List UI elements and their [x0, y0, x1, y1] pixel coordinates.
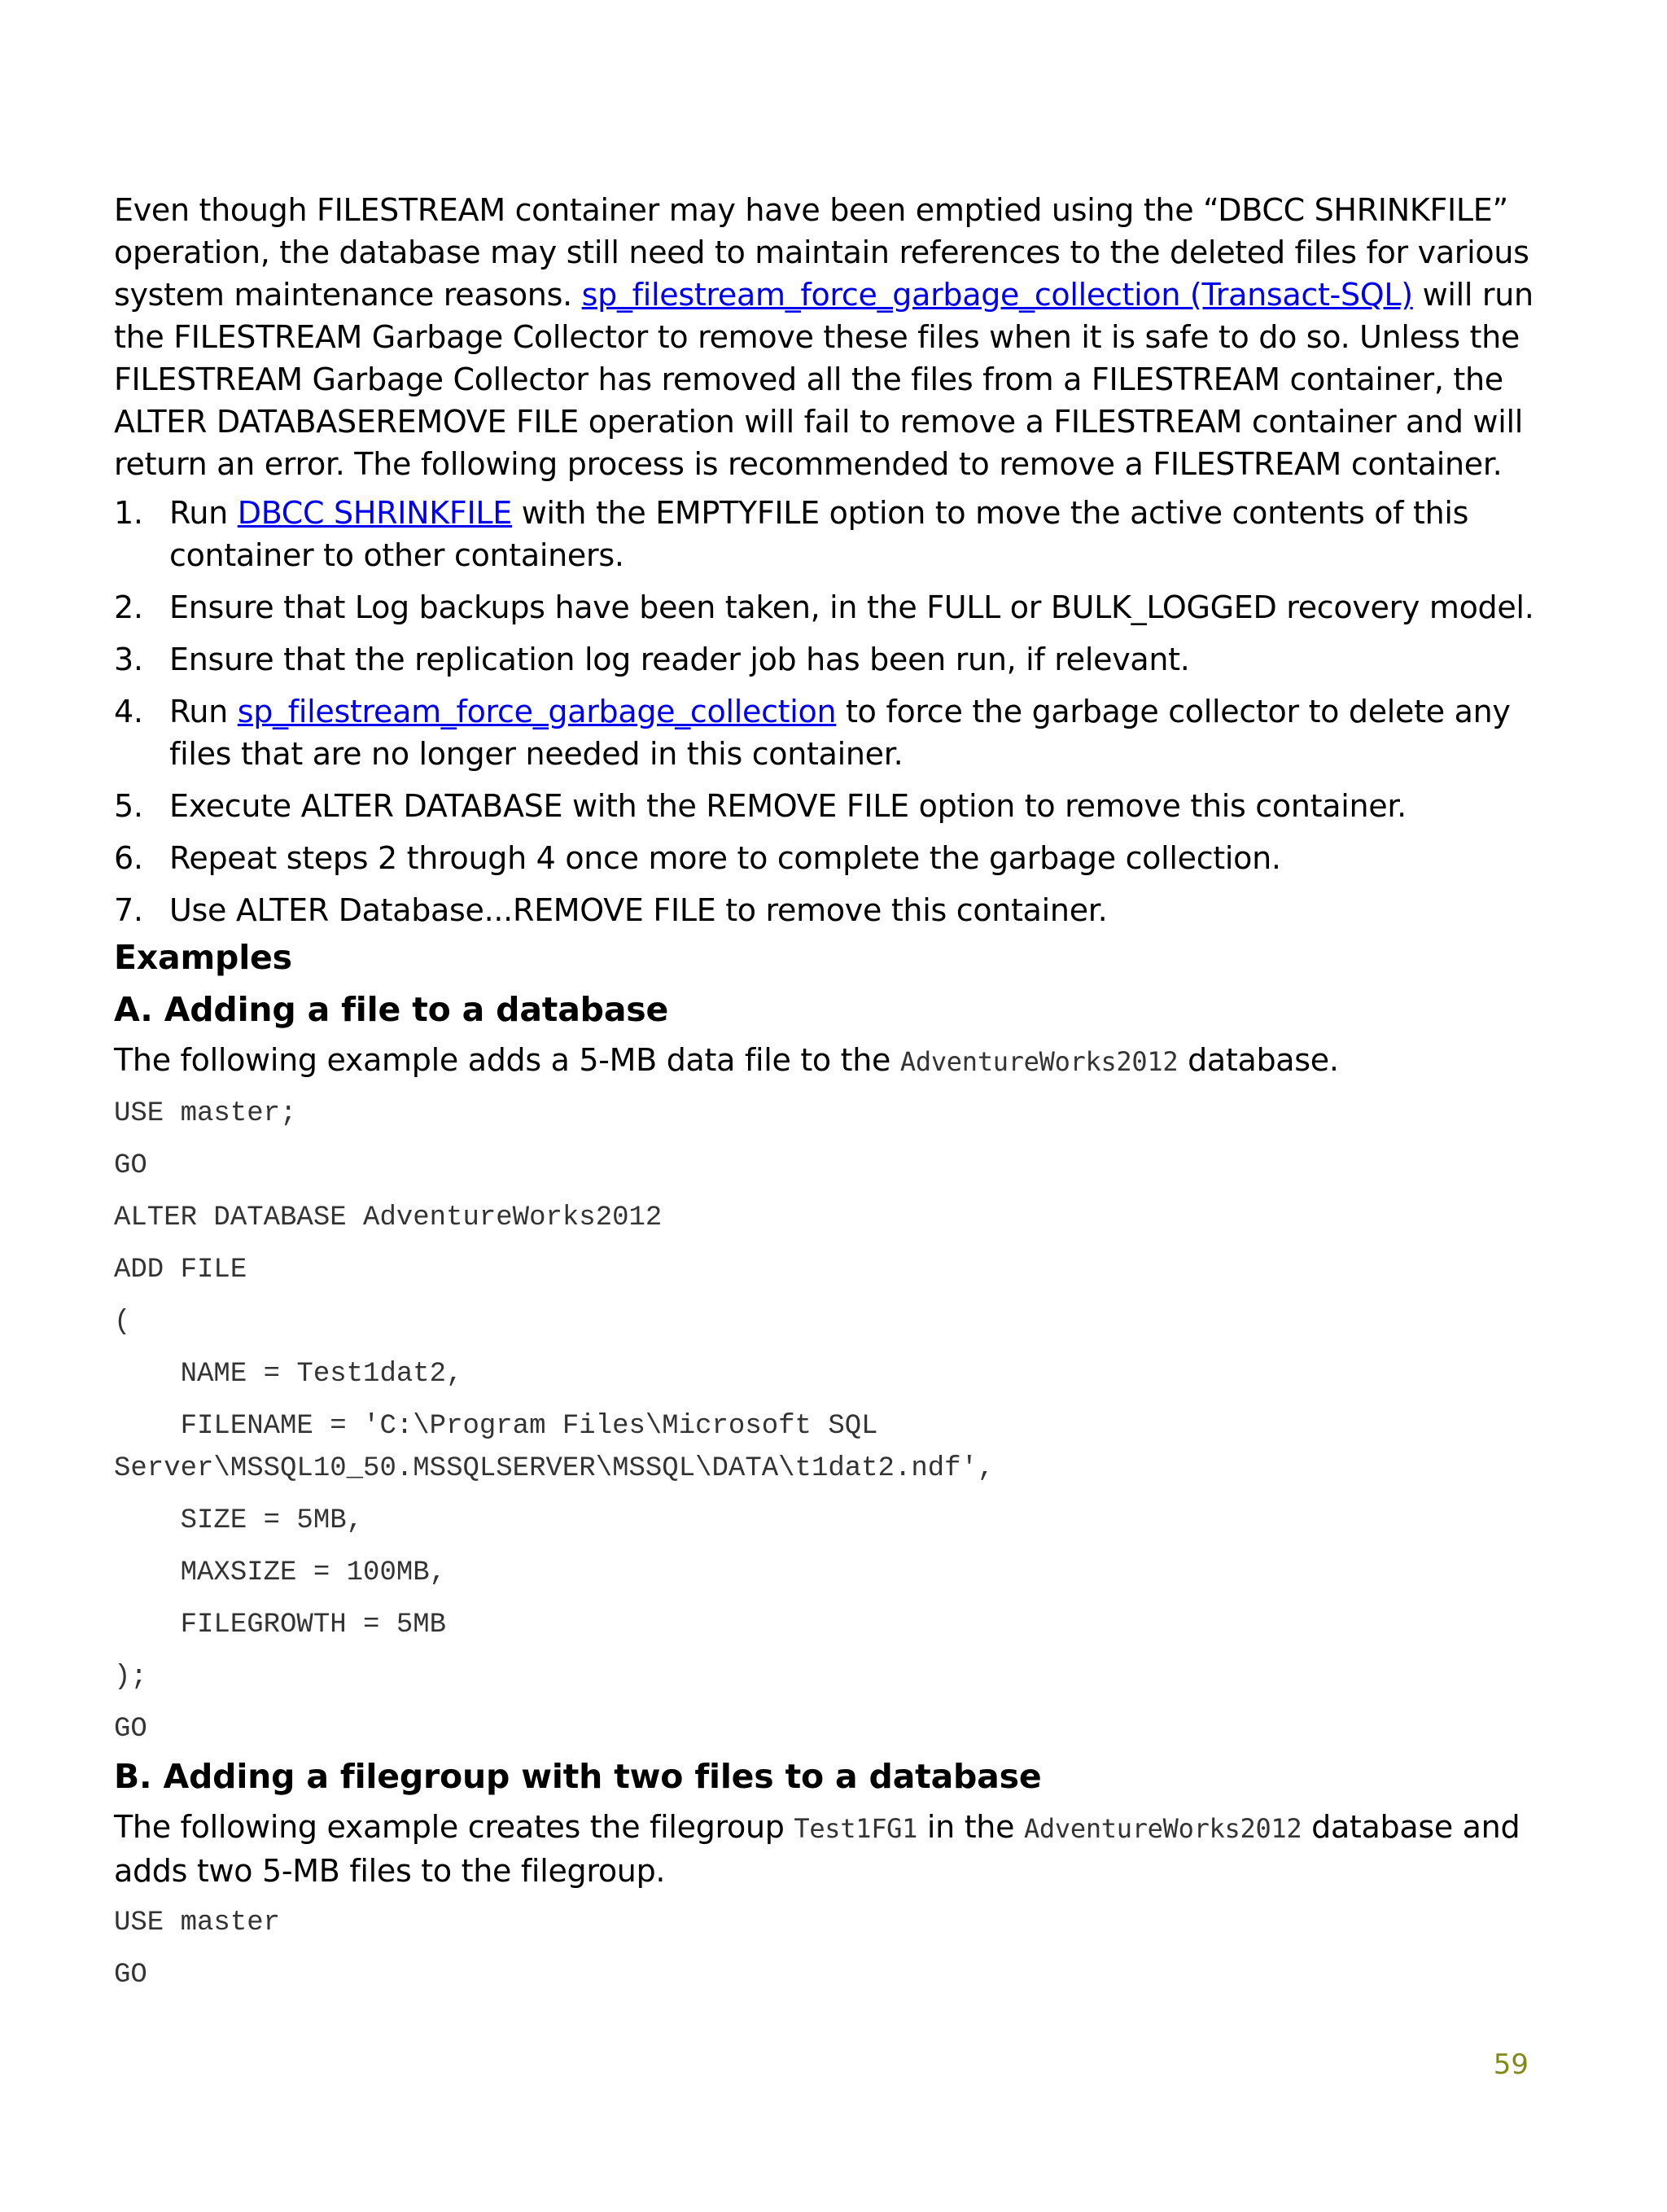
examples-heading: Examples [114, 938, 292, 977]
code-line: ALTER DATABASE AdventureWorks2012 [114, 1202, 663, 1233]
list-item: 2. Ensure that Log backups have been taken, in the FULL or BULK_LOGGED recovery model. [114, 589, 1534, 625]
inline-code: Test1FG1 [794, 1813, 918, 1844]
code-line: GO [114, 1960, 147, 1991]
inline-code: AdventureWorks2012 [899, 1046, 1179, 1077]
code-line: ADD FILE [114, 1255, 247, 1286]
intro-paragraph [114, 189, 1547, 485]
code-block-a [114, 1093, 1547, 1750]
section-a-heading: A. Adding a file to a database [114, 990, 669, 1029]
inline-code: AdventureWorks2012 [1023, 1813, 1302, 1844]
section-b-description: The following example creates the filegroup Test1FG1 in the AdventureWorks2012 database and adds two 5-MB files to the filegroup. [114, 1809, 1520, 1889]
code-line: ( [114, 1307, 131, 1338]
code-line: FILEGROWTH = 5MB [114, 1610, 447, 1640]
intro-text-2: will run the FILESTREAM Garbage Collector to remove these files when it is safe to do so. Unless the FILESTREAM Garbage Collector has removed all the files from a FILESTREAM container, the ALTER DATABASEREMOVE FILE operation will fail to remove a FILESTREAM container and will return an error. The following process is recommended to remove a FILESTREAM container. [114, 277, 1534, 482]
steps-list [114, 492, 1547, 931]
code-block-b [114, 1902, 1547, 1996]
code-line: GO [114, 1150, 147, 1181]
list-item: 7. Use ALTER Database...REMOVE FILE to remove this container. [114, 892, 1108, 928]
code-line: ); [114, 1662, 147, 1693]
code-line: MAXSIZE = 100MB, [114, 1557, 447, 1588]
dbcc-shrinkfile-link[interactable]: DBCC SHRINKFILE [237, 495, 512, 531]
code-line: GO [114, 1714, 147, 1745]
force-garbage-collection-link[interactable]: sp_filestream_force_garbage_collection [237, 694, 837, 729]
list-item: 1. Run DBCC SHRINKFILE with the EMPTYFILE option to move the active contents of this container to other containers. [114, 495, 1469, 573]
code-line: USE master [114, 1908, 281, 1938]
garbage-collection-link[interactable]: sp_filestream_force_garbage_collection (Transact-SQL) [581, 277, 1413, 313]
page-number: 59 [1493, 2048, 1529, 2081]
code-line: USE master; [114, 1098, 297, 1129]
section-a-description: The following example adds a 5-MB data file to the AdventureWorks2012 database. [114, 1042, 1339, 1078]
section-b-heading: B. Adding a filegroup with two files to a database [114, 1757, 1042, 1796]
list-item: 3. Ensure that the replication log reader job has been run, if relevant. [114, 642, 1190, 677]
document-page [114, 189, 1547, 2006]
intro-text-1: Even though FILESTREAM container may have been emptied using the “DBCC SHRINKFILE” operation, the database may still need to maintain references to the deleted files for various system maintenance reasons. [114, 192, 1529, 313]
code-line: SIZE = 5MB, [114, 1505, 364, 1536]
list-item: 6. Repeat steps 2 through 4 once more to complete the garbage collection. [114, 840, 1281, 876]
list-item: 5. Execute ALTER DATABASE with the REMOVE FILE option to remove this container. [114, 788, 1407, 824]
list-item: 4. Run sp_filestream_force_garbage_collection to force the garbage collector to delete any files that are no longer needed in this container. [114, 694, 1511, 772]
code-line: NAME = Test1dat2, [114, 1359, 463, 1390]
code-line: FILENAME = 'C:\Program Files\Microsoft SQL Server\MSSQL10_50.MSSQLSERVER\MSSQL\DATA\t1dat2.ndf', [114, 1411, 995, 1484]
